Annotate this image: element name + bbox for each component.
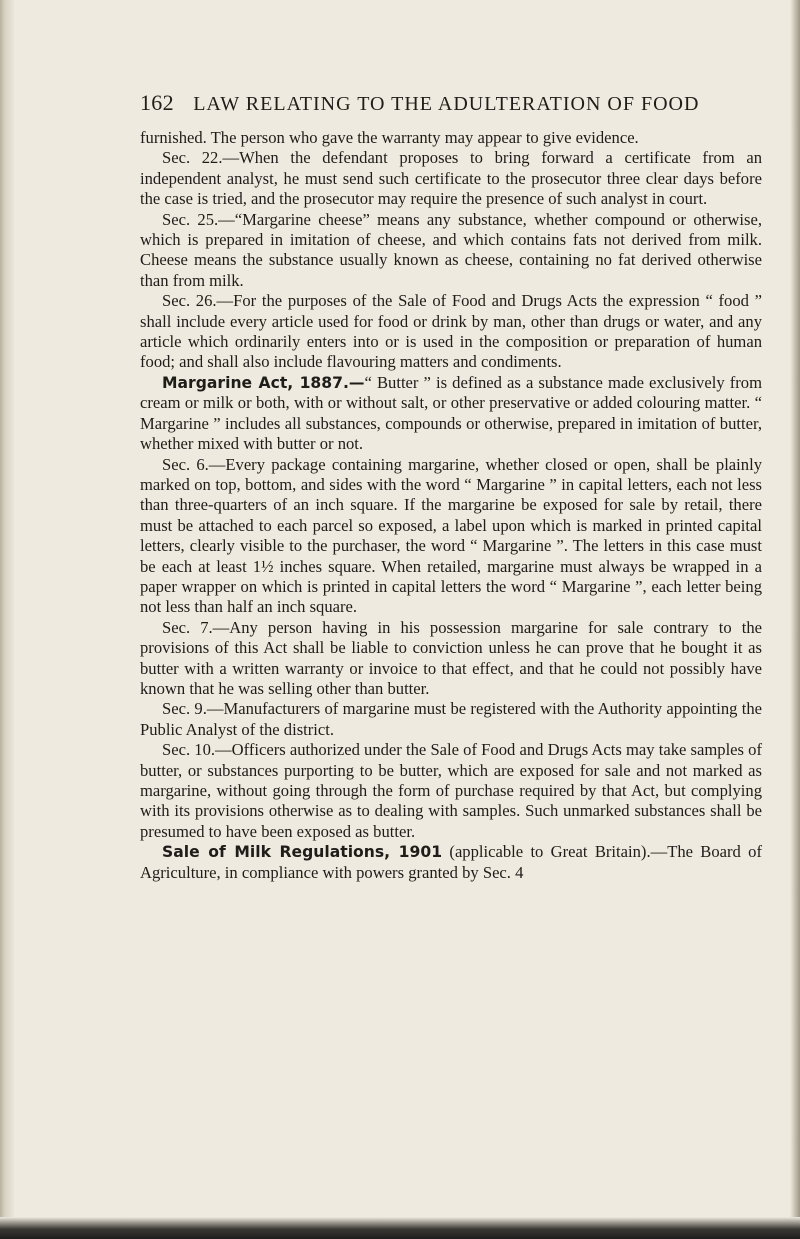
paragraph	[140, 842, 762, 883]
paragraph-text: Sec. 9.—Manufacturers of margarine must be registered with the Authority appointing the Public Analyst of the district.	[140, 699, 762, 739]
paragraph	[140, 699, 762, 740]
page-gutter-shadow	[0, 0, 14, 1239]
paragraph-text: (applicable to Great Britain).—The Board of Agriculture, in compliance with powers granted by Sec. 4	[140, 842, 762, 882]
running-head	[140, 90, 700, 116]
paragraph-text: furnished. The person who gave the warranty may appear to give evidence.	[140, 128, 639, 147]
section-heading: Sale of Milk Regulations, 1901	[162, 843, 443, 862]
page-bottom-shadow	[0, 1217, 800, 1239]
paragraph-text: Sec. 25.—“Margarine cheese” means any substance, whether compound or otherwise, which is prepared in imitation of cheese, and which contains fats not derived from milk. Cheese means the substance usually known as cheese, containing no fat derived otherwise than from milk.	[140, 209, 762, 290]
page-edge-shadow	[790, 0, 800, 1239]
paragraph	[140, 148, 762, 209]
paragraph-text: Sec. 7.—Any person having in his possession margarine for sale contrary to the provisions of this Act shall be liable to conviction unless he can prove that he bought it as butter with a written warranty or invoice to that effect, and that he could not possibly have known that he was selling other than butter.	[140, 617, 762, 698]
paragraph-text: Sec. 22.—When the defendant proposes to bring forward a certificate from an independent analyst, he must send such certificate to the prosecutor three clear days before the case is tried, and the prosecutor may require the presence of such analyst in court.	[140, 148, 762, 209]
paragraph-text: “ Butter ” is defined as a substance made exclusively from cream or milk or both, with or without salt, or other preservative or added colouring matter. “ Margarine ” includes all substances, compounds or otherwise, prepared in imitation of butter, whether mixed with butter or not.	[140, 372, 762, 454]
running-head-title: LAW RELATING TO THE ADULTERATION OF FOOD	[193, 93, 700, 115]
body-text	[140, 128, 762, 883]
paragraph	[140, 291, 762, 373]
paragraph	[140, 455, 762, 618]
paragraph-text: Sec. 6.—Every package containing margarine, whether closed or open, shall be plainly marked on top, bottom, and sides with the word “ Margarine ” in capital letters, each not less than three-quarters of an inch square. If the margarine be exposed for sale by retail, there must be attached to each parcel so exposed, a label upon which is marked in printed capital letters, clearly visible to the purchaser, the word “ Margarine ”. The letters in this case must be each at least 1½ inches square. When retailed, margarine must always be wrapped in a paper wrapper on which is printed in capital letters the word “ Margarine ”, each letter being not less than half an inch square.	[140, 454, 762, 617]
paragraph-text: Sec. 10.—Officers authorized under the Sale of Food and Drugs Acts may take samples of butter, or substances purporting to be butter, which are exposed for sale and not marked as margarine, without going through the form of purchase required by that Act, but complying with its provisions otherwise as to dealing with samples. Such unmarked substances shall be presumed to have been exposed as butter.	[140, 740, 762, 841]
page-number: 162	[140, 90, 174, 115]
section-heading: Margarine Act, 1887.—	[162, 373, 365, 392]
paragraph	[140, 210, 762, 292]
paragraph	[140, 740, 762, 842]
paragraph	[140, 373, 762, 455]
paragraph	[140, 618, 762, 700]
paragraph-text: Sec. 26.—For the purposes of the Sale of Food and Drugs Acts the expression “ food ” shall include every article used for food or drink by man, other than drugs or water, and any article which ordinarily enters into or is used in the composition or preparation of human food; and shall also include flavouring matters and condiments.	[140, 291, 762, 372]
paragraph	[140, 128, 762, 148]
